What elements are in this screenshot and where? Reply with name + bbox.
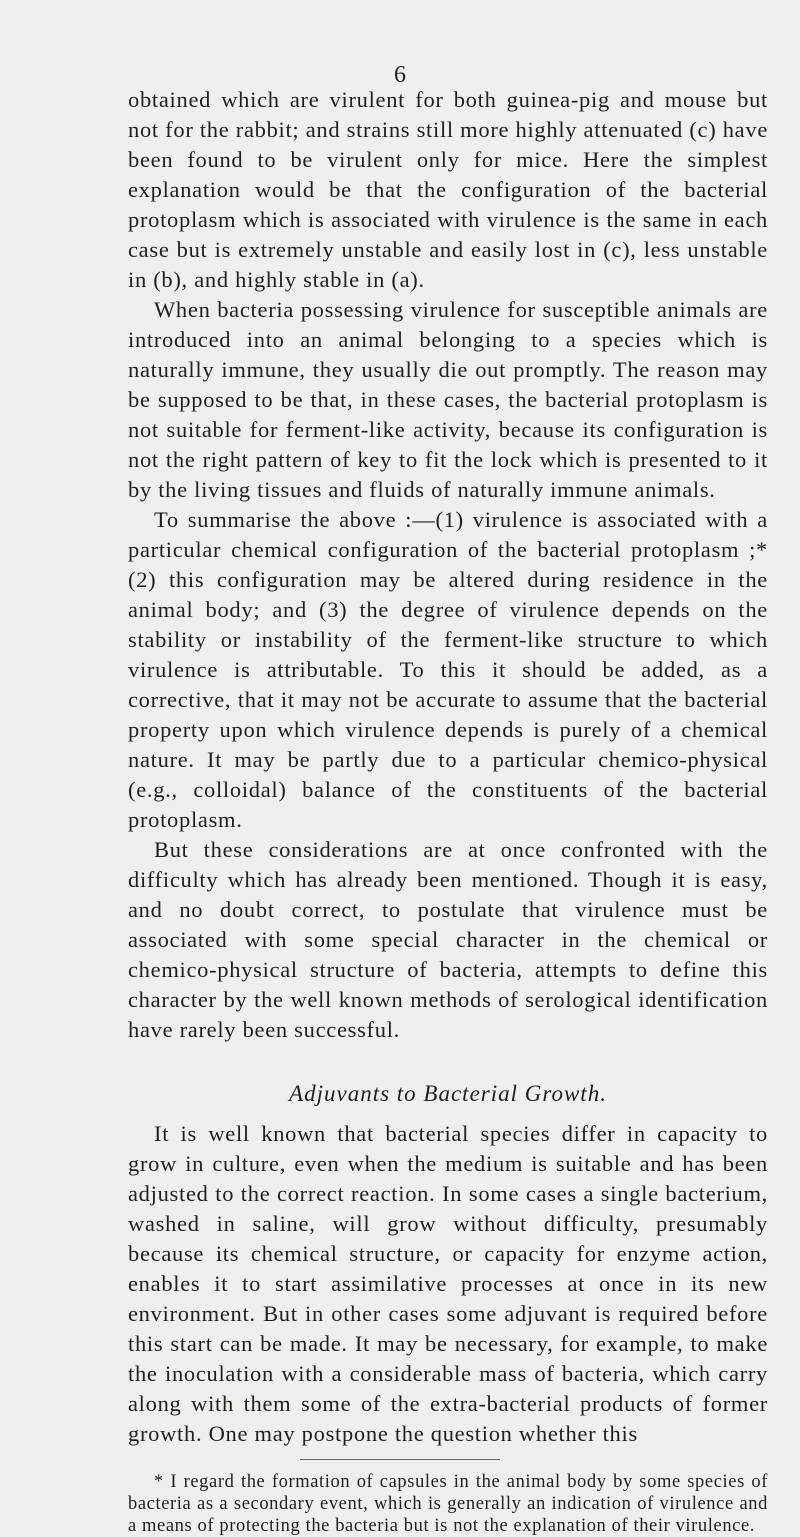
paragraph-difficulty: But these considerations are at once confronted with the difficulty which has already been mentioned. Though it is easy, and no doubt correct, to postulate that virulence must be associated with some special character in the chemical or chemico-physical structure of bacteria, attempts to define this character by the well known methods of serological identification have rarely been successful. xyxy=(128,837,768,1042)
body-text xyxy=(128,85,768,1449)
paragraph-immune-species: When bacteria possessing virulence for susceptible animals are introduced into an animal belonging to a species which is naturally immune, they usually die out promptly. The reason may be supposed to be that, in these cases, the bacterial protoplasm is not suitable for ferment-like activity, because its configuration is not the right pattern of key to fit the lock which is presented to it by the living tissues and fluids of naturally immune animals. xyxy=(128,297,768,502)
footnote: * I regard the formation of capsules in the animal body by some species of bacteria as a secondary event, which is generally an indication of virulence and a means of protecting the bacteria but is not the explanation of their virulence. xyxy=(128,1472,768,1536)
paragraph-summary: To summarise the above :—(1) virulence is associated with a particular chemical configuration of the bacterial protoplasm ;* (2) this configuration may be altered during residence in the animal body; and (3) the degree of virulence depends on the stability or instability of the ferment-like structure to which virulence is attributable. To this it should be added, as a corrective, that it may not be accurate to assume that the bacterial property upon which virulence depends is purely of a chemical nature. It may be partly due to a particular chemico-physical (e.g., colloidal) balance of the constituents of the bacterial protoplasm. xyxy=(128,507,768,832)
page-number: 6 xyxy=(394,62,406,88)
paragraph-continued: obtained which are virulent for both guinea-pig and mouse but not for the rabbit; and strains still more highly attenuated (c) have been found to be virulent only for mice. Here the simplest explanation would be that the configuration of the bacterial protoplasm which is associated with virulence is the same in each case but is extremely unstable and easily lost in (c), less unstable in (b), and highly stable in (a). xyxy=(128,87,769,292)
footnote-divider xyxy=(300,1459,500,1460)
paragraph-adjuvants: It is well known that bacterial species differ in capacity to grow in culture, even when the medium is suitable and has been adjusted to the correct reaction. In some cases a single bacterium, washed in saline, will grow without difficulty, presumably because its chemical structure, or capacity for enzyme action, enables it to start assimilative processes at once in its new environment. But in other cases some adjuvant is required before this start can be made. It may be necessary, for example, to make the inoculation with a considerable mass of bacteria, which carry along with them some of the extra-bacterial products of former growth. One may postpone the question whether this xyxy=(128,1121,768,1446)
section-heading: Adjuvants to Bacterial Growth. xyxy=(289,1081,607,1106)
